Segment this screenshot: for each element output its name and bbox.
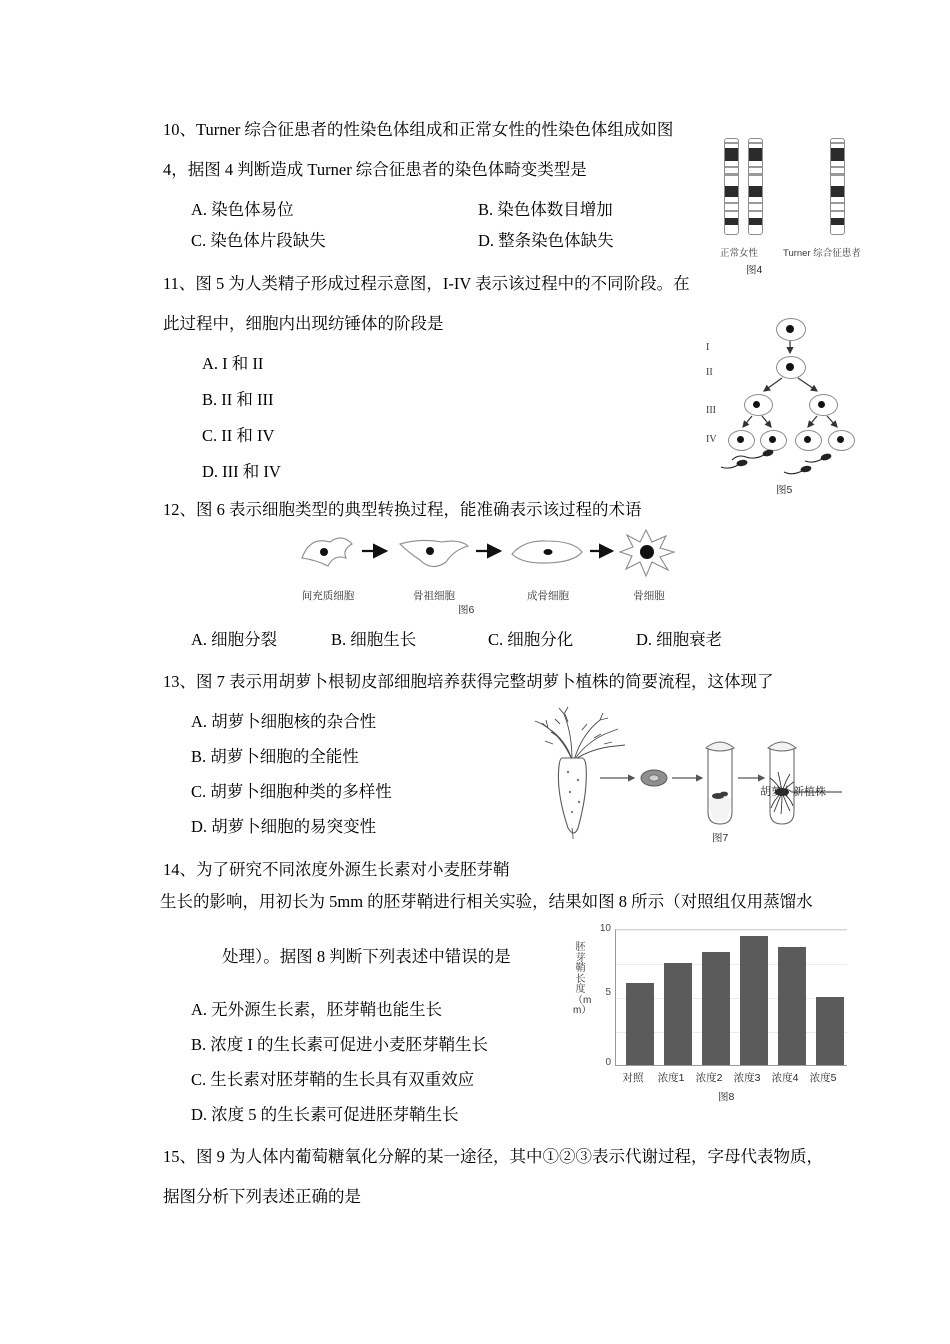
chart-bar-4 xyxy=(778,947,806,1065)
question-13-number: 13、 xyxy=(163,672,196,691)
question-14-option-b[interactable]: B. 浓度 I 的生长素可促进小麦胚芽鞘生长 xyxy=(191,1035,488,1054)
question-12 xyxy=(163,498,642,522)
chromosome-normal-2 xyxy=(748,138,763,235)
question-13-option-c[interactable]: C. 胡萝卜细胞种类的多样性 xyxy=(191,781,392,801)
chart-x-tick-2: 浓度2 xyxy=(695,1072,723,1084)
question-12-option-c[interactable]: C. 细胞分化 xyxy=(488,630,574,649)
question-10-option-b[interactable]: B. 染色体数目增加 xyxy=(478,199,613,219)
question-11-stem-line-2: 此过程中，细胞内出现纺锤体的阶段是 xyxy=(163,313,444,333)
question-11-stem-line-1 xyxy=(163,272,690,296)
chart-y-tick-10: 10 xyxy=(599,923,611,934)
figure-5-stage-label-ii: II xyxy=(706,367,713,378)
figure-6-label-mesenchymal-cell: 间充质细胞 xyxy=(301,590,355,602)
chart-x-tick-5: 浓度5 xyxy=(809,1072,837,1084)
question-12-option-a[interactable]: A. 细胞分裂 xyxy=(191,630,278,649)
question-10-stem-line-2: 4，据图 4 判断造成 Turner 综合征患者的染色体畸变类型是 xyxy=(163,159,587,179)
question-13-option-d[interactable]: D. 胡萝卜细胞的易突变性 xyxy=(191,816,377,836)
chromosome-normal-1 xyxy=(724,138,739,235)
question-15 xyxy=(163,1145,823,1209)
figure-5-stage-label-iii: III xyxy=(706,405,716,416)
question-14-stem-line-3-wrap xyxy=(222,945,511,969)
question-14-stem-line-3: 处理）。据图 8 判断下列表述中错误的是 xyxy=(222,947,511,966)
question-15-stem-text-1: 图 9 为人体内葡萄糖氧化分解的某一途径，其中①②③表示代谢过程，字母代表物质， xyxy=(196,1147,823,1166)
figure-6-label-osteoblast: 成骨细胞 xyxy=(527,590,569,602)
question-11-stem-text-1: 图 5 为人类精子形成过程示意图，I-IV 表示该过程中的不同阶段。在 xyxy=(195,274,690,293)
figure-6-cells xyxy=(290,528,680,586)
chart-plot-area xyxy=(615,929,847,1065)
question-14-number: 14、 xyxy=(163,860,196,879)
question-11-option-d[interactable]: D. III 和 IV xyxy=(202,461,281,481)
question-13-stem-text-1: 图 7 表示用胡萝卜根韧皮部细胞培养获得完整胡萝卜植株的简要流程，这体现了 xyxy=(196,672,774,691)
figure-8-chart xyxy=(575,925,865,1115)
question-14-option-c[interactable]: C. 生长素对胚芽鞘的生长具有双重效应 xyxy=(191,1070,475,1089)
question-10-stem-text-1: Turner 综合征患者的性染色体组成和正常女性的性染色体组成如图 xyxy=(196,120,674,139)
question-11-option-a[interactable]: A. I 和 II xyxy=(202,353,264,373)
chart-x-tick-3: 浓度3 xyxy=(733,1072,761,1084)
figure-8-caption: 图8 xyxy=(718,1091,735,1103)
figure-5-arrows-and-sperm xyxy=(698,312,888,497)
figure-4 xyxy=(700,132,900,292)
question-13-option-a[interactable]: A. 胡萝卜细胞核的杂合性 xyxy=(191,711,377,731)
figure-7-caption: 图7 xyxy=(712,832,729,844)
question-13-option-b[interactable]: B. 胡萝卜细胞的全能性 xyxy=(191,746,359,766)
chart-bar-0 xyxy=(626,983,654,1065)
question-10-number: 10、 xyxy=(163,120,196,139)
chart-bar-5 xyxy=(816,997,844,1065)
figure-4-caption: 图4 xyxy=(746,264,763,276)
question-11-number: 11、 xyxy=(163,274,196,293)
chart-y-tick-0: 0 xyxy=(605,1057,611,1068)
question-10 xyxy=(163,118,674,250)
question-14-stem-line-2: 生长的影响，用初长为 5mm 的胚芽鞘进行相关实验，结果如图 8 所示（对照组仅用蒸馏水 xyxy=(160,892,813,911)
question-15-stem-line-2: 据图分析下列表述正确的是 xyxy=(163,1186,361,1206)
figure-5 xyxy=(698,312,888,497)
question-14-option-d[interactable]: D. 浓度 5 的生长素可促进胚芽鞘生长 xyxy=(191,1105,459,1124)
figure-7-diagram xyxy=(512,700,872,840)
question-14-stem-text-1: 为了研究不同浓度外源生长素对小麦胚芽鞘 xyxy=(196,860,510,879)
question-10-option-c[interactable]: C. 染色体片段缺失 xyxy=(191,230,326,250)
chart-y-tick-5: 5 xyxy=(605,987,611,998)
figure-7-label-new-plant: 胡萝卜新植株 xyxy=(760,786,826,798)
figure-4-label-normal-female: 正常女性 xyxy=(720,248,759,259)
chromosome-turner-1 xyxy=(830,138,845,235)
question-15-stem-line-1 xyxy=(163,1145,823,1169)
question-13-stem-line-1 xyxy=(163,670,774,694)
figure-6-label-osteocyte: 骨细胞 xyxy=(633,590,665,602)
question-14-option-a[interactable]: A. 无外源生长素，胚芽鞘也能生长 xyxy=(191,1000,443,1019)
figure-6 xyxy=(290,528,680,616)
figure-5-caption: 图5 xyxy=(776,484,793,496)
figure-4-label-turner: Turner 综合征患者 xyxy=(783,248,861,259)
chart-x-tick-0: 对照 xyxy=(622,1072,644,1084)
question-10-option-a[interactable]: A. 染色体易位 xyxy=(191,199,294,219)
question-10-option-d[interactable]: D. 整条染色体缺失 xyxy=(478,230,614,250)
chart-y-axis-label: 胚芽鞘长度（mm） xyxy=(573,942,592,1016)
figure-5-stage-label-iv: IV xyxy=(706,434,717,445)
question-12-number: 12、 xyxy=(163,500,196,519)
question-12-stem-line-1 xyxy=(163,498,642,522)
chart-bar-3 xyxy=(740,936,768,1065)
question-12-option-d[interactable]: D. 细胞衰老 xyxy=(636,630,723,649)
question-12-option-b[interactable]: B. 细胞生长 xyxy=(331,630,417,649)
question-15-number: 15、 xyxy=(163,1147,196,1166)
question-14-stem-line-2-wrap xyxy=(160,890,813,914)
chart-bar-2 xyxy=(702,952,730,1065)
question-11-option-c[interactable]: C. II 和 IV xyxy=(202,425,275,445)
question-14 xyxy=(163,858,510,882)
question-10-stem-line-1 xyxy=(163,118,673,142)
figure-7 xyxy=(512,700,872,855)
chart-x-tick-1: 浓度1 xyxy=(657,1072,685,1084)
chart-x-axis xyxy=(615,1065,847,1066)
question-14-stem-line-1 xyxy=(163,858,510,882)
question-11 xyxy=(163,272,690,481)
figure-6-label-osteoprogenitor: 骨祖细胞 xyxy=(413,590,455,602)
chart-bar-1 xyxy=(664,963,692,1065)
figure-5-stage-label-i: I xyxy=(706,342,710,353)
question-12-stem-text-1: 图 6 表示细胞类型的典型转换过程，能准确表示该过程的术语 xyxy=(196,500,642,519)
question-11-option-b[interactable]: B. II 和 III xyxy=(202,389,274,409)
figure-6-caption: 图6 xyxy=(458,604,475,616)
chart-x-tick-4: 浓度4 xyxy=(771,1072,799,1084)
